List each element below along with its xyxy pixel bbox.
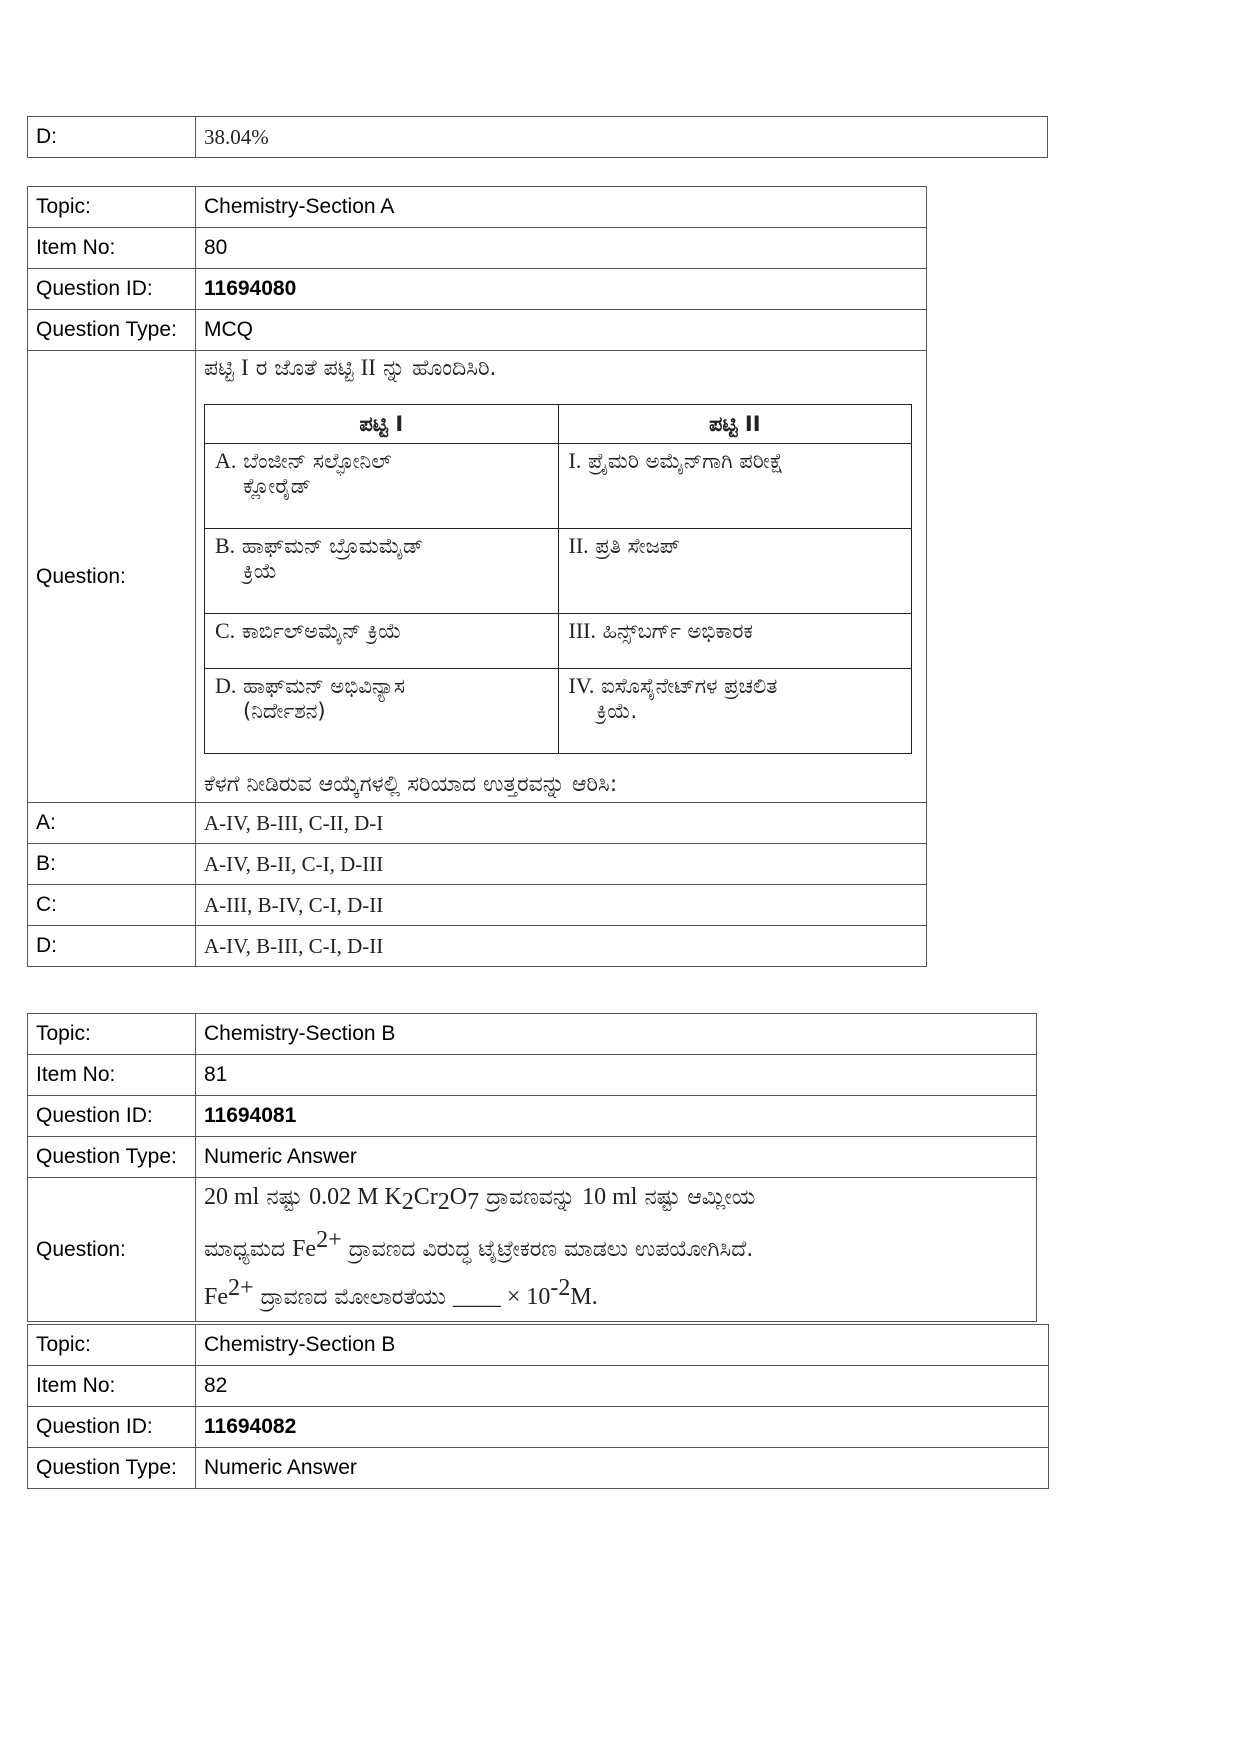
item-no-value: 81: [196, 1055, 1037, 1096]
table-row: [28, 1137, 1037, 1178]
table-row: [28, 310, 927, 351]
question-type-value: Numeric Answer: [196, 1137, 1037, 1178]
match-left-cell: D. ಹಾಫ್‌ಮನ್ ಅಭಿವಿನ್ಯಾಸ (ನಿರ್ದೇಶನ): [205, 669, 559, 754]
question-id-label: Question ID:: [28, 269, 196, 310]
table-row: [28, 803, 927, 844]
topic-value: Chemistry-Section B: [196, 1014, 1037, 1055]
question-type-label: Question Type:: [28, 1137, 196, 1178]
question-line-1: 20 ml ನಷ್ಟು 0.02 M K2Cr2O7 ದ್ರಾವಣವನ್ನು 10 ml ನಷ್ಟು ಆಮ್ಲೀಯ: [204, 1184, 756, 1215]
table-row: [28, 1325, 1049, 1366]
item-no-label: Item No:: [28, 228, 196, 269]
item-no-label: Item No:: [28, 1366, 196, 1407]
question-type-value: Numeric Answer: [196, 1448, 1049, 1489]
question-label: Question:: [28, 351, 196, 803]
question-type-value: MCQ: [196, 310, 927, 351]
table-row: [28, 228, 927, 269]
match-header-list-1: ಪಟ್ಟಿ I: [205, 405, 559, 444]
question-table-82: [27, 1324, 1049, 1489]
match-row: [205, 444, 912, 529]
table-row: [28, 1178, 1037, 1322]
table-row: [28, 1014, 1037, 1055]
topic-label: Topic:: [28, 1325, 196, 1366]
match-right-cell: II. ಪ್ರತಿ ಸೇಜಪ್: [558, 529, 912, 614]
topic-value: Chemistry-Section A: [196, 187, 927, 228]
question-id-value: 11694080: [196, 269, 927, 310]
match-table: [204, 404, 912, 754]
match-row: [205, 669, 912, 754]
topic-value: Chemistry-Section B: [196, 1325, 1049, 1366]
question-id-label: Question ID:: [28, 1096, 196, 1137]
table-row: [28, 844, 927, 885]
match-left-cell: A. ಬೆಂಜೀನ್ ಸಲ್ಫೋನಿಲ್ ಕ್ಲೋರೈಡ್: [205, 444, 559, 529]
question-intro: ಪಟ್ಟಿ I ರ ಜೊತೆ ಪಟ್ಟಿ II ನ್ನು ಹೊಂದಿಸಿರಿ.: [204, 355, 497, 381]
question-body: [196, 1178, 1037, 1322]
table-row: [28, 1096, 1037, 1137]
previous-option-table: [27, 116, 1048, 158]
match-row: [205, 614, 912, 669]
table-row: [28, 1366, 1049, 1407]
topic-label: Topic:: [28, 187, 196, 228]
question-table-80: [27, 186, 927, 967]
match-row: [205, 529, 912, 614]
item-no-value: 82: [196, 1366, 1049, 1407]
table-row: [28, 269, 927, 310]
question-type-label: Question Type:: [28, 310, 196, 351]
match-right-cell: IV. ಐಸೊಸೈನೇಟ್‌ಗಳ ಪ್ರಚಲಿತ ಕ್ರಿಯೆ.: [558, 669, 912, 754]
question-id-value: 11694081: [196, 1096, 1037, 1137]
table-row: [28, 187, 927, 228]
option-d-label: D:: [28, 926, 196, 967]
match-header-row: [205, 405, 912, 444]
question-id-label: Question ID:: [28, 1407, 196, 1448]
topic-label: Topic:: [28, 1014, 196, 1055]
match-header-list-2: ಪಟ್ಟಿ II: [558, 405, 912, 444]
table-row: [28, 926, 927, 967]
question-table-81: [27, 1013, 1037, 1322]
match-left-cell: B. ಹಾಫ್‌ಮನ್ ಬ್ರೊಮಮೈಡ್ ಕ್ರಿಯೆ: [205, 529, 559, 614]
item-no-value: 80: [196, 228, 927, 269]
question-line-3: Fe2+ ದ್ರಾವಣದ ಮೋಲಾರತೆಯು ____ × 10-2M.: [204, 1275, 598, 1310]
table-row: [28, 117, 1048, 158]
question-id-value: 11694082: [196, 1407, 1049, 1448]
question-body: [196, 351, 927, 803]
match-left-cell: C. ಕಾರ್ಬಿಲ್‌ಅಮೈನ್ ಕ್ರಿಯೆ: [205, 614, 559, 669]
match-right-cell: I. ಪ್ರೈಮರಿ ಅಮೈನ್‌ಗಾಗಿ ಪರೀಕ್ಷೆ: [558, 444, 912, 529]
question-line-2: ಮಾಧ್ಯಮದ Fe2+ ದ್ರಾವಣದ ವಿರುದ್ಧ ಟೈಟ್ರೇಕರಣ ಮಾಡಲು ಉಪಯೋಗಿಸಿದೆ.: [204, 1227, 754, 1262]
option-label: D:: [28, 117, 196, 158]
option-value: 38.04%: [196, 117, 1048, 158]
option-b-label: B:: [28, 844, 196, 885]
option-a-label: A:: [28, 803, 196, 844]
item-no-label: Item No:: [28, 1055, 196, 1096]
table-row: [28, 1055, 1037, 1096]
question-label: Question:: [28, 1178, 196, 1322]
table-row: [28, 1407, 1049, 1448]
question-outro: ಕೆಳಗೆ ನೀಡಿರುವ ಆಯ್ಕೆಗಳಲ್ಲಿ ಸರಿಯಾದ ಉತ್ತರವನ್ನು ಆರಿಸಿ:: [204, 772, 618, 797]
match-right-cell: III. ಹಿನ್ಸ್‌ಬರ್ಗ್ ಅಭಿಕಾರಕ: [558, 614, 912, 669]
option-c-value: A-III, B-IV, C-I, D-II: [196, 885, 927, 926]
table-row: [28, 351, 927, 803]
table-row: [28, 885, 927, 926]
table-row: [28, 1448, 1049, 1489]
option-a-value: A-IV, B-III, C-II, D-I: [196, 803, 927, 844]
option-b-value: A-IV, B-II, C-I, D-III: [196, 844, 927, 885]
question-type-label: Question Type:: [28, 1448, 196, 1489]
option-d-value: A-IV, B-III, C-I, D-II: [196, 926, 927, 967]
option-c-label: C:: [28, 885, 196, 926]
